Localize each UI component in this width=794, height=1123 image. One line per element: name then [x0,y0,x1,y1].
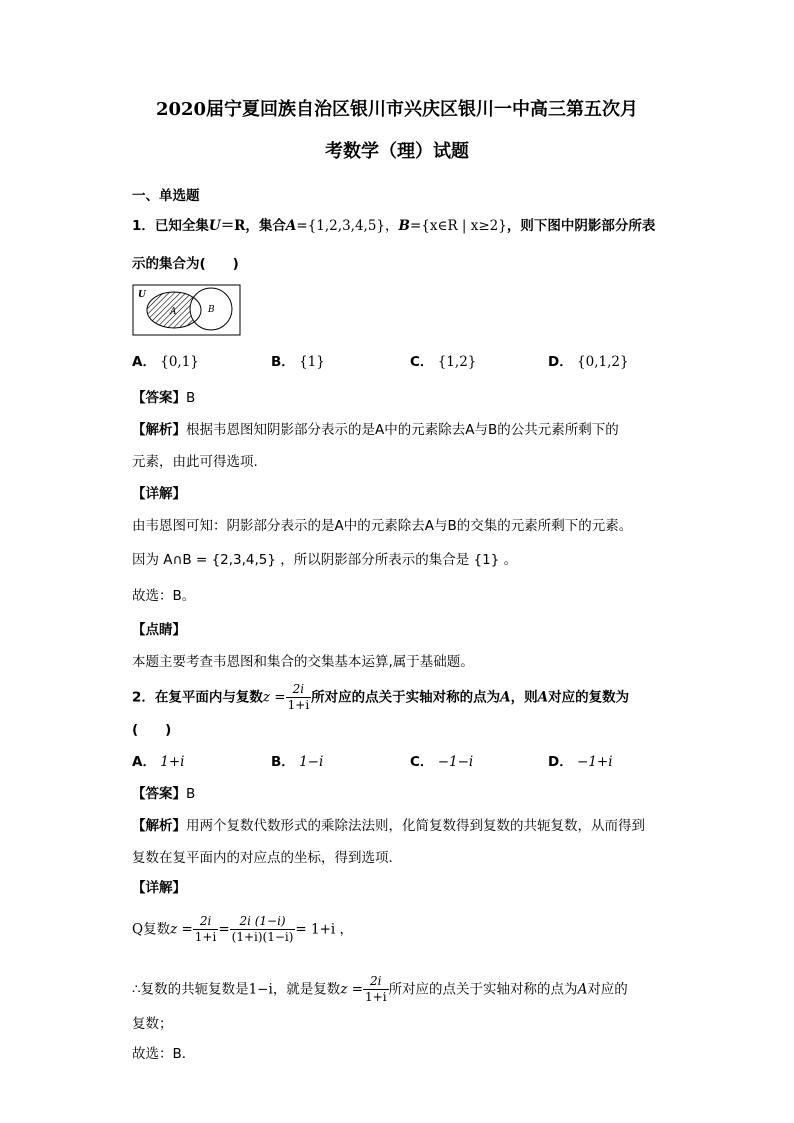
q2-detail-fraction-2: $\frac{2i (1-i)}{(1+i)(1-i)}$ [231,914,294,944]
venn-label-b: B [208,305,215,315]
page-title-line1: 2020届宁夏回族自治区银川市兴庆区银川一中高三第五次月 [155,99,639,120]
q1-option-c[interactable]: C． {1,2} [410,354,477,370]
q2-stem-line2: ( ) [132,722,172,738]
q1-detail-heading: 【详解】 [132,486,186,502]
q2-detail-fraction-3: $\frac{2i}{1+i}$ [365,974,387,1004]
q2-option-a[interactable]: A． 1+i [132,754,185,770]
q1-remark: 本题主要考查韦恩图和集合的交集基本运算,属于基础题。 [132,654,474,670]
q2-analysis-line2: 复数在复平面内的对应点的坐标，得到选项． [132,850,402,866]
q1-detail-line3: 故选：B。 [132,588,196,604]
q2-stem-line1: 2．在复平面内与复数z = $\frac{2i}{1+i}$ 所对应的点关于实轴对称的点为A，则A对应的复数为 [132,682,630,712]
q1-stem-line2: 示的集合为( ) [132,256,239,272]
q2-detail-line1: Q复数z = $\frac{2i}{1+i}$ = $\frac{2i (1-i)}{(1+i)(1-i)}$ = 1+i ， [132,914,354,944]
q1-number: 1． [132,218,155,234]
q1-stem-line1: 1．已知全集U＝R，集合A={1,2,3,4,5}，B={x∈R | x≥2}，则下图中阴影部分所表 [132,218,656,234]
q2-detail-fraction-1: $\frac{2i}{1+i}$ [194,914,217,944]
q1-answer: 【答案】B [132,390,196,406]
q2-detail-line3: 复数； [132,1016,173,1032]
q1-detail-line2: 因为 A∩B = {2,3,4,5} ，所以阴影部分所表示的集合是 {1} 。 [132,552,518,568]
venn-label-a: A [170,307,177,317]
q2-option-c[interactable]: C． −1−i [410,754,474,770]
q2-detail-line4: 故选：B． [132,1046,196,1062]
q2-fraction: $\frac{2i}{1+i}$ [287,682,310,712]
section-heading: 一、单选题 [132,188,200,204]
q2-option-d[interactable]: D． −1+i [548,754,613,770]
q2-number: 2． [132,689,155,706]
q2-analysis-line1: 【解析】用两个复数代数形式的乘除法法则，化简复数得到复数的共轭复数，从而得到 [132,818,645,834]
q1-option-d[interactable]: D． {0,1,2} [548,354,629,370]
q2-detail-line2: ∴复数的共轭复数是1−i，就是复数z = $\frac{2i}{1+i}$ 所对应的点关于实轴对称的点为A对应的 [132,974,628,1004]
venn-diagram [132,284,242,336]
venn-label-u: U [138,290,146,300]
q2-option-b[interactable]: B． 1−i [271,754,324,770]
q1-remark-heading: 【点睛】 [132,622,186,638]
q2-answer: 【答案】B [132,786,196,802]
q1-detail-line1: 由韦恩图可知：阴影部分表示的是A中的元素除去A与B的交集的元素所剩下的元素。 [132,518,633,534]
q1-option-a[interactable]: A． {0,1} [132,354,199,370]
q1-analysis-line2: 元素，由此可得选项. [132,454,258,470]
q1-option-b[interactable]: B． {1} [271,354,325,370]
page-title-line2: 考数学（理）试题 [325,141,469,162]
q1-analysis-line1: 【解析】根据韦恩图知阴影部分表示的是A中的元素除去A与B的公共元素所剩下的 [132,422,619,438]
q2-detail-heading: 【详解】 [132,880,186,896]
